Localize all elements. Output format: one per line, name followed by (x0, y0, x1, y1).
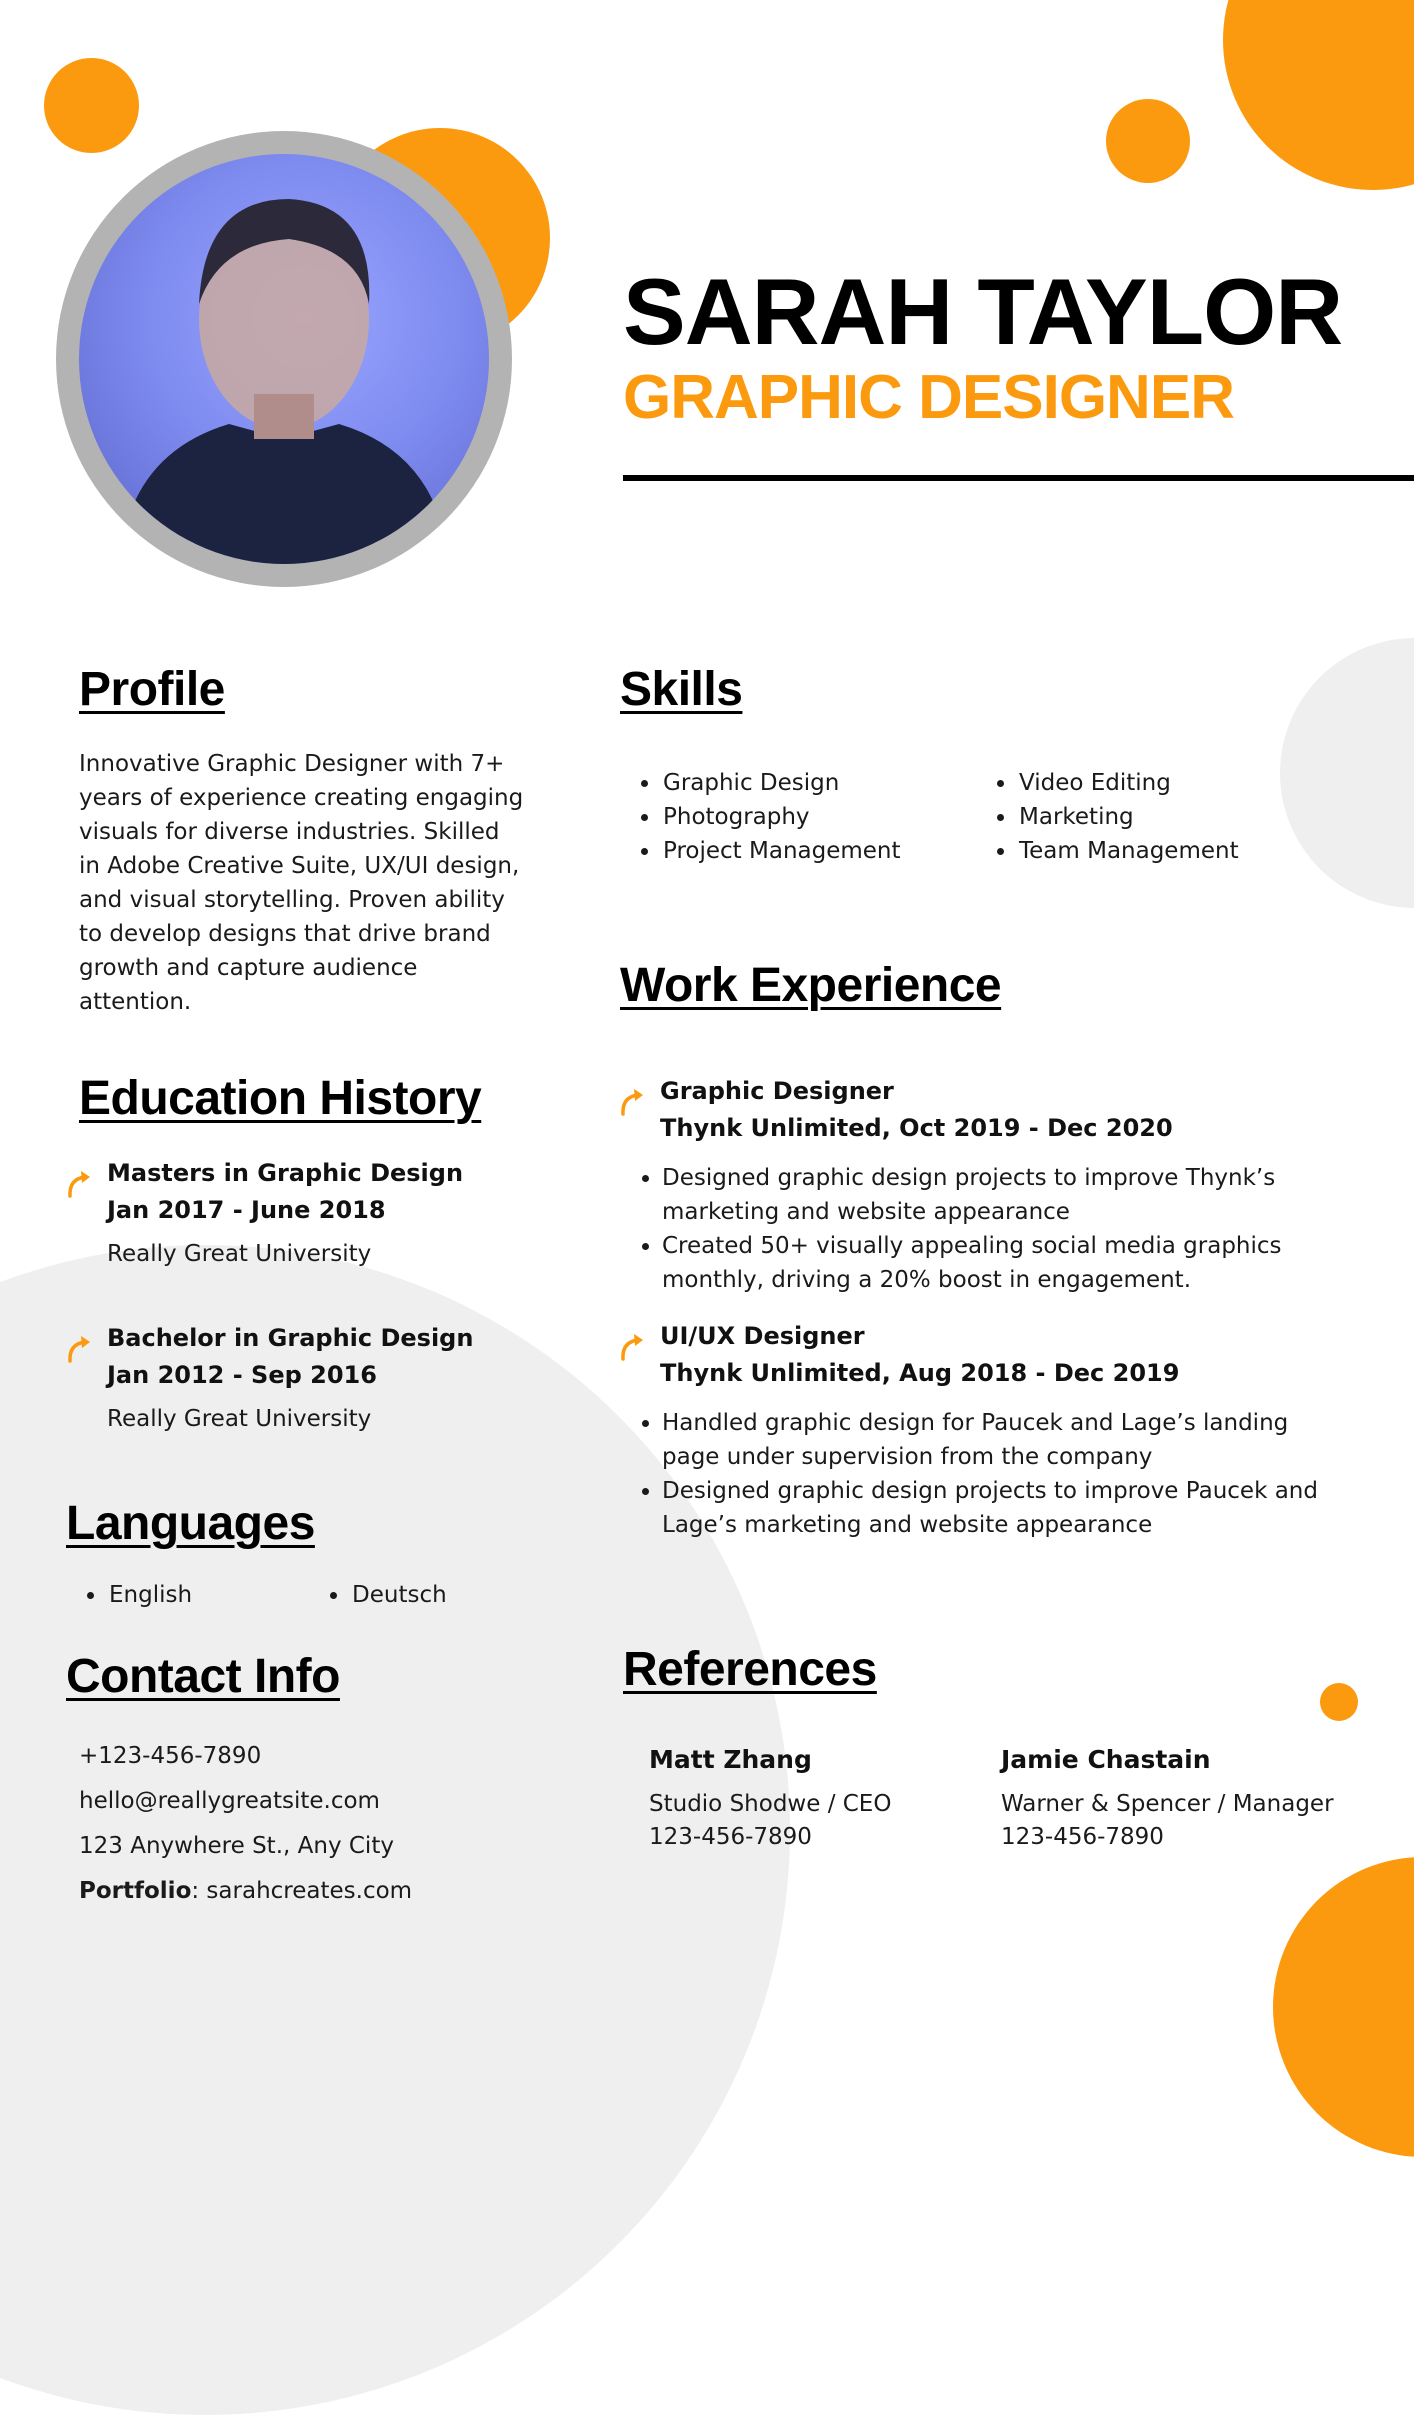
reference-name: Matt Zhang (649, 1745, 812, 1774)
reference-entry (1001, 1742, 1334, 1854)
profile-text: Innovative Graphic Designer with 7+ years of experience creating engaging visuals for diverse industries. Skilled in Adobe Creative Suite, UX/UI design, and visual storytelling. Proven ability to develop designs that drive brand growth and capture audience attention. (79, 751, 524, 1015)
contact-portfolio (79, 1869, 412, 1914)
reference-position: Studio Shodwe / CEO (649, 1791, 892, 1817)
curved-arrow-icon (618, 1332, 648, 1362)
list-item: • English (107, 1578, 192, 1612)
contact-info (79, 1734, 412, 1914)
job-role: UI/UX Designer (660, 1322, 865, 1350)
grey-background-circle-right (1280, 638, 1414, 908)
education-dates: Jan 2017 - June 2018 (107, 1196, 386, 1224)
section-heading-education: Education History (79, 1072, 482, 1125)
reference-position: Warner & Spencer / Manager (1001, 1791, 1334, 1817)
work-entry (618, 1073, 1302, 1297)
list-item: • Video Editing (1017, 766, 1239, 800)
reference-name: Jamie Chastain (1001, 1745, 1211, 1774)
job-company-dates: Thynk Unlimited, Aug 2018 - Dec 2019 (660, 1359, 1180, 1387)
section-heading-references: References (623, 1643, 877, 1696)
list-item: • Team Management (1017, 834, 1239, 868)
job-company-dates: Thynk Unlimited, Oct 2019 - Dec 2020 (660, 1114, 1173, 1142)
orange-circle-top-right-small (1106, 99, 1190, 183)
orange-circle-top-left-small (44, 58, 139, 153)
orange-circle-bottom-right (1273, 1857, 1414, 2157)
languages-list-col1 (67, 1578, 192, 1612)
job-bullets (618, 1161, 1302, 1297)
section-heading-profile: Profile (79, 663, 225, 716)
job-bullets (618, 1406, 1342, 1542)
job-role: Graphic Designer (660, 1077, 894, 1105)
list-item: • Project Management (661, 834, 901, 868)
reference-phone: 123-456-7890 (649, 1824, 812, 1850)
education-entry (65, 1155, 463, 1271)
portfolio-label: Portfolio (79, 1878, 192, 1904)
section-heading-work: Work Experience (620, 959, 1002, 1012)
curved-arrow-icon (618, 1087, 648, 1117)
list-item: • Created 50+ visually appealing social media graphics monthly, driving a 20% boost in engagement. (662, 1229, 1302, 1297)
curved-arrow-icon (65, 1169, 95, 1199)
skills-list-col2 (977, 766, 1239, 868)
education-degree: Masters in Graphic Design (107, 1159, 464, 1187)
section-heading-contact: Contact Info (66, 1650, 340, 1703)
list-item: • Marketing (1017, 800, 1239, 834)
orange-circle-top-right-large (1223, 0, 1414, 190)
reference-phone: 123-456-7890 (1001, 1824, 1164, 1850)
education-school: Really Great University (107, 1241, 372, 1267)
section-heading-languages: Languages (66, 1497, 315, 1550)
avatar (79, 154, 489, 564)
portrait-illustration (79, 154, 489, 564)
education-entry (65, 1320, 473, 1436)
list-item: • Designed graphic design projects to improve Paucek and Lage’s marketing and website appearance (662, 1474, 1342, 1542)
candidate-name: SARAH TAYLOR (623, 259, 1343, 364)
education-school: Really Great University (107, 1406, 372, 1432)
section-heading-skills: Skills (620, 663, 743, 716)
list-item: • Graphic Design (661, 766, 901, 800)
list-item: • Deutsch (350, 1578, 447, 1612)
skills-list-col1 (621, 766, 901, 868)
education-dates: Jan 2012 - Sep 2016 (107, 1361, 377, 1389)
education-degree: Bachelor in Graphic Design (107, 1324, 474, 1352)
list-item: • Designed graphic design projects to improve Thynk’s marketing and website appearance (662, 1161, 1302, 1229)
contact-address: 123 Anywhere St., Any City (79, 1833, 394, 1859)
contact-email: hello@reallygreatsite.com (79, 1788, 380, 1814)
reference-entry (649, 1742, 891, 1854)
header-divider (623, 475, 1414, 481)
work-entry (618, 1318, 1342, 1542)
list-item: • Handled graphic design for Paucek and Lage’s landing page under supervision from the company (662, 1406, 1342, 1474)
list-item: • Photography (661, 800, 901, 834)
orange-circle-references-dot (1320, 1683, 1358, 1721)
portfolio-value: : sarahcreates.com (191, 1878, 413, 1904)
languages-list-col2 (310, 1578, 447, 1612)
curved-arrow-icon (65, 1334, 95, 1364)
candidate-title: GRAPHIC DESIGNER (623, 363, 1234, 432)
contact-phone: +123-456-7890 (79, 1743, 262, 1769)
